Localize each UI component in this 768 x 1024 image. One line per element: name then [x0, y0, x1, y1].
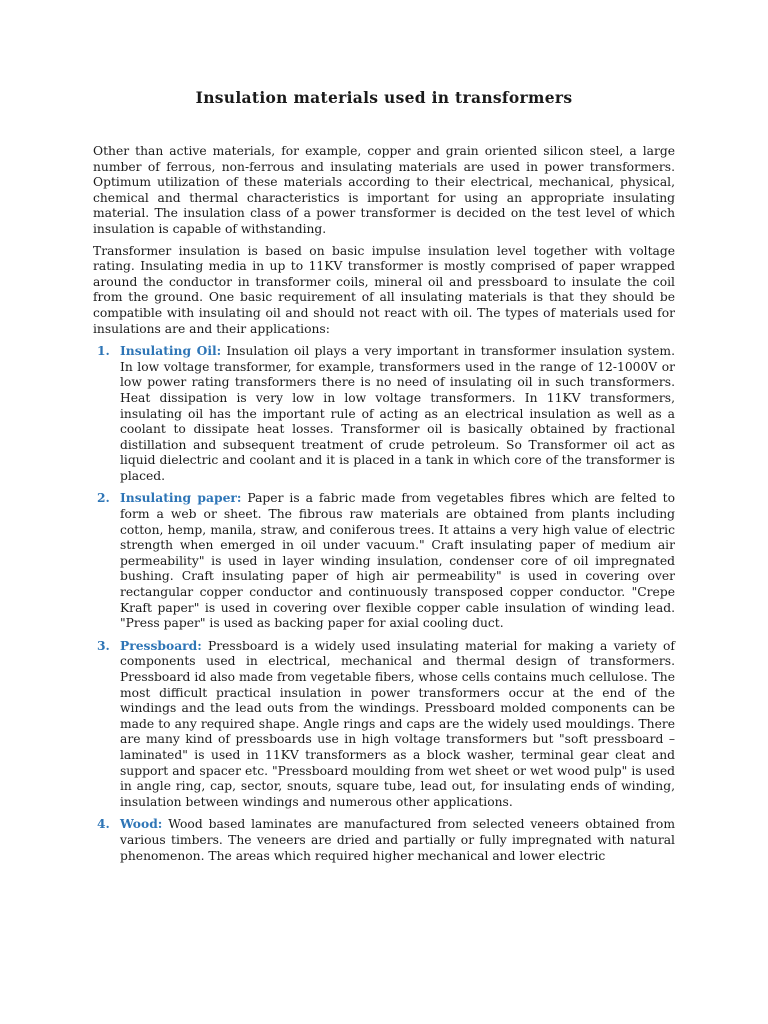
list-text: Wood based laminates are manufactured from selected veneers obtained from various timbers. The veneers are dried and partially or fully impregnated with natural phenomenon. The areas which required higher mechanical and lower electric — [120, 817, 675, 863]
list-number: 1. — [97, 343, 110, 359]
list-item — [93, 816, 675, 864]
intro-paragraph: Other than active materials, for example, copper and grain oriented silicon steel, a large number of ferrous, non-ferrous and insulating materials are used in power transformers. Optimum utilization of these materials according to their electrical, mechanical, physical, chemical and thermal characteristics is important for using an appropriate insulating material. The insulation class of a power transformer is decided on the test level of which insulation is capable of withstanding. — [93, 144, 675, 236]
list-text: Paper is a fabric made from vegetables fibres which are felted to form a web or sheet. The fibrous raw materials are obtained from plants including cotton, hemp, manila, straw, and coniferous trees. It attains a very high value of electric strength when emerged in oil under vacuum." Craft insulating paper of medium air permeability" is used in layer winding insulation, condenser core of oil impregnated bushing. Craft insulating paper of high air permeability" is used in covering over rectangular copper conductor and continuously transposed copper conductor. "Crepe Kraft paper" is used in covering over flexible copper cable insulation of winding lead. "Press paper" is used as backing paper for axial cooling duct. — [120, 491, 676, 631]
list-term: Pressboard: — [120, 637, 202, 653]
materials-list — [93, 343, 675, 864]
list-item — [93, 490, 675, 631]
list-term: Wood: — [120, 816, 163, 832]
list-number: 3. — [97, 637, 110, 653]
document-title: Insulation materials used in transformers — [195, 88, 573, 107]
list-term: Insulating paper: — [120, 490, 242, 506]
list-item — [93, 638, 675, 811]
list-item — [93, 343, 675, 484]
list-number: 4. — [97, 816, 110, 832]
list-text: Pressboard is a widely used insulating material for making a variety of components used in electrical, mechanical and thermal design of transformers. Pressboard id also made from vegetable fibers, whose cells contains much cellulose. The most difficult practical insulation in power transformers occur at the end of the windings and the lead outs from the windings. Pressboard molded components can be made to any required shape. Angle rings and caps are the widely used mouldings. There are many kind of pressboards use in high voltage transformers but "soft pressboard –laminated" is used in 11KV transformers as a block washer, terminal gear cleat and support and spacer etc. "Pressboard moulding from wet sheet or wet wood pulp" is used in angle ring, cap, sector, snouts, square tube, lead out, for insulating ends of winding, insulation between windings and numerous other applications. — [120, 638, 675, 809]
list-number: 2. — [97, 490, 110, 506]
list-text: Insulation oil plays a very important in transformer insulation system. In low voltage transformer, for example, transformers used in the range of 12-1000V or low power rating transformers there is no need of insulating oil in such transformers. Heat dissipation is very low in low voltage transformers. In 11KV transformers, insulating oil has the important rule of acting as an electrical insulation as well as a coolant to dissipate heat losses. Transformer oil is basically obtained by fractional distillation and subsequent treatment of crude petroleum. So Transformer oil act as liquid dielectric and coolant and it is placed in a tank in which core of the transformer is placed. — [120, 344, 675, 483]
document-page — [93, 88, 675, 870]
list-term: Insulating Oil: — [120, 343, 222, 359]
insulation-paragraph: Transformer insulation is based on basic impulse insulation level together with voltage rating. Insulating media in up to 11KV transformer is mostly comprised of paper wrapped around the conductor in transformer coils, mineral oil and pressboard to insulate the coil from the ground. One basic requirement of all insulating materials is that they should be compatible with insulating oil and should not react with oil. The types of materials used for insulations are and their applications: — [93, 243, 675, 336]
